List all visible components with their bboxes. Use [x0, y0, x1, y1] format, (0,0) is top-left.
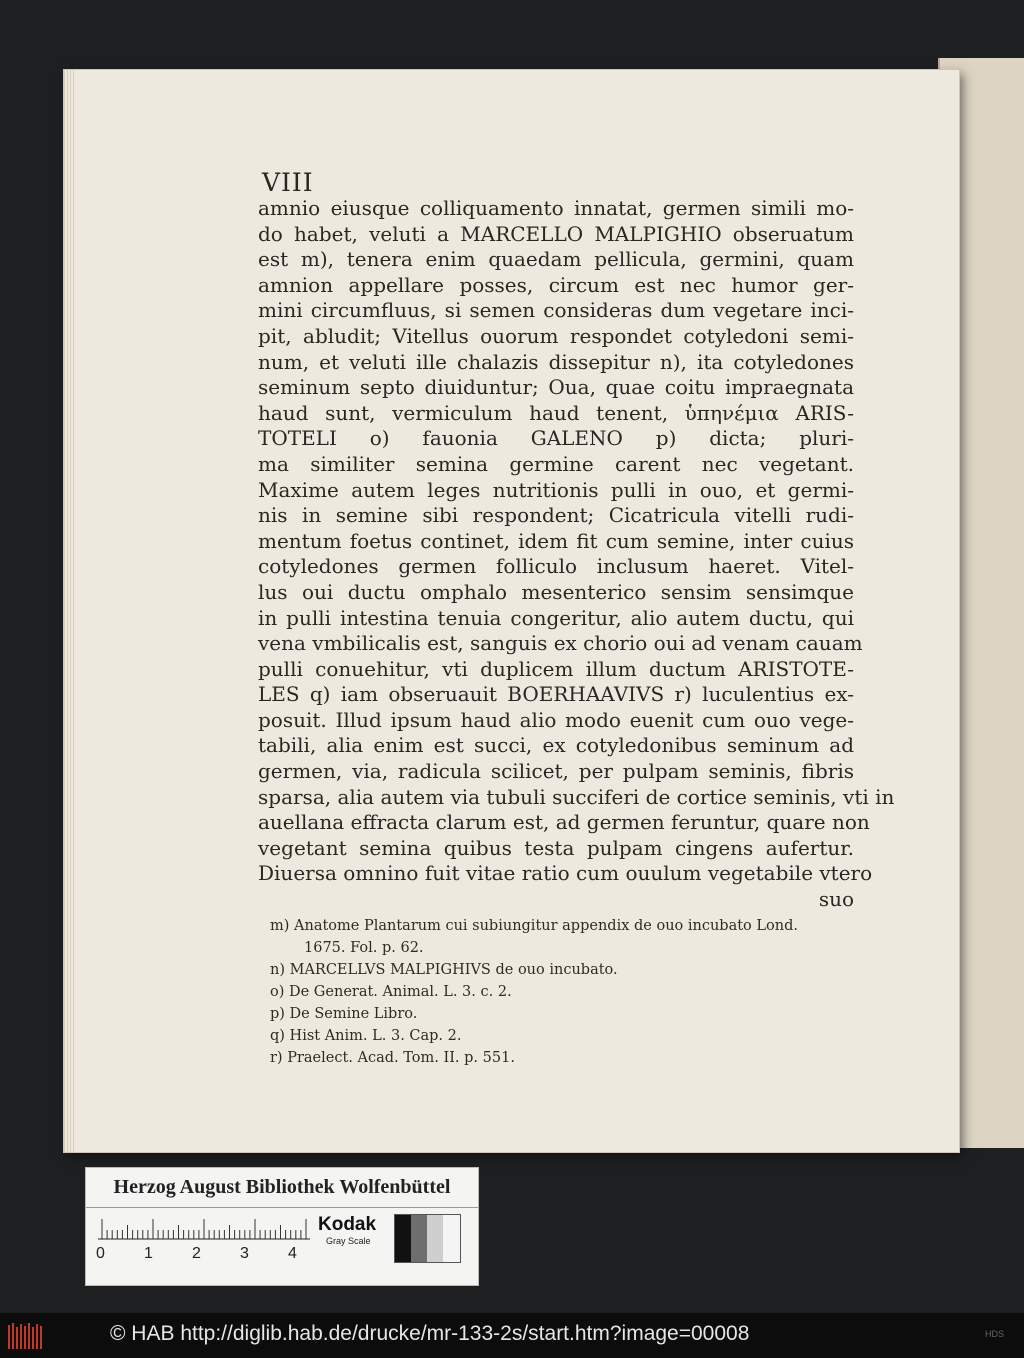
footer-bar [0, 1313, 1024, 1358]
page-number: VIII [262, 168, 314, 197]
text-line: nis in semine sibi respondent; Cicatricula vitelli rudi- [258, 503, 854, 528]
gray-patch [427, 1215, 443, 1262]
text-line: Diuersa omnino fuit vitae ratio cum ouulum vegetabile vtero [258, 861, 873, 886]
page-stack-edge [64, 70, 76, 1152]
text-line: posuit. Illud ipsum haud alio modo euenit cum ouo vege- [258, 707, 854, 732]
text-line: mini circumfluus, si semen consideras dum vegetare inci- [258, 298, 854, 323]
gray-patches [394, 1214, 461, 1263]
text-line: auellana effracta clarum est, ad germen feruntur, quare non [258, 810, 870, 835]
ruler-number: 4 [288, 1245, 297, 1262]
gray-patch [443, 1215, 460, 1262]
card-divider [86, 1207, 478, 1208]
footer-mark: HDS [985, 1329, 1005, 1339]
footnote: p) De Semine Libro. [270, 1006, 418, 1022]
footnote: 1675. Fol. p. 62. [304, 940, 424, 956]
text-line: pit, abludit; Vitellus ouorum respondet cotyledoni semi- [258, 323, 854, 348]
ruler-scale [98, 1218, 310, 1240]
text-line: tabili, alia enim est succi, ex cotyledonibus seminum ad [258, 733, 854, 758]
gray-patch [395, 1215, 411, 1262]
text-line: Maxime autem leges nutritionis pulli in ouo, et germi- [258, 477, 854, 502]
ruler-number: 0 [96, 1245, 105, 1262]
text-line: germen, via, radicula scilicet, per pulpam seminis, fibris [258, 759, 854, 784]
text-line: in pulli intestina tenuia congeritur, alio autem ductu, qui [258, 605, 854, 630]
footnote: r) Praelect. Acad. Tom. II. p. 551. [270, 1050, 515, 1066]
text-line: seminum septo diuiduntur; Oua, quae coitu impraegnata [258, 375, 854, 400]
text-line: pulli conuehitur, vti duplicem illum ductum ARISTOTE- [258, 656, 854, 681]
text-line: mentum foetus continet, idem fit cum semine, inter cuius [258, 528, 854, 553]
text-line: amnion appellare posses, circum est nec humor ger- [258, 272, 854, 297]
text-line: vegetant semina quibus testa pulpam cingens aufertur. [258, 835, 854, 860]
hab-logo-icon [6, 1321, 46, 1351]
ruler-number: 2 [192, 1245, 201, 1262]
text-line: haud sunt, vermiculum haud tenent, ὑπηνέμια ARIS- [258, 400, 854, 425]
footnote: q) Hist Anim. L. 3. Cap. 2. [270, 1028, 462, 1044]
text-line: sparsa, alia autem via tubuli succiferi de cortice seminis, vti in [258, 784, 895, 809]
kodak-logo-text: Kodak [318, 1214, 377, 1235]
gray-scale-label: Gray Scale [326, 1236, 371, 1246]
catchword: suo [818, 887, 854, 912]
footnote: m) Anatome Plantarum cui subiungitur appendix de ouo incubato Lond. [270, 918, 798, 934]
copyright-url: © HAB http://diglib.hab.de/drucke/mr-133-2s/start.htm?image=00008 [110, 1322, 750, 1345]
text-line: cotyledones germen folliculo inclusum haeret. Vitel- [258, 554, 854, 579]
main-text-block [258, 196, 895, 913]
text-line: amnio eiusque colliquamento innatat, germen simili mo- [258, 196, 854, 220]
text-line: est m), tenera enim quaedam pellicula, germini, quam [258, 247, 854, 272]
ruler-numbers [96, 1245, 316, 1265]
color-reference-card [85, 1167, 479, 1286]
text-line: do habet, veluti a MARCELLO MALPIGHIO obseruatum [258, 221, 854, 246]
gray-patch [411, 1215, 427, 1262]
text-line: TOTELI o) fauonia GALENO p) dicta; pluri- [258, 426, 854, 451]
text-line: lus oui ductu omphalo mesenterico sensim sensimque [258, 579, 854, 604]
ruler-number: 3 [240, 1245, 249, 1262]
library-name: Herzog August Bibliothek Wolfenbüttel [113, 1176, 451, 1198]
text-line: vena vmbilicalis est, sanguis ex chorio oui ad venam cauam [258, 631, 863, 656]
text-line: num, et veluti ille chalazis dissepitur n), ita cotyledones [258, 349, 854, 374]
ruler-number: 1 [144, 1245, 153, 1262]
footnotes [270, 915, 860, 1069]
footnote: o) De Generat. Animal. L. 3. c. 2. [270, 984, 512, 1000]
text-line: LES q) iam obseruauit BOERHAAVIVS r) luculentius ex- [258, 682, 854, 707]
text-line: ma similiter semina germine carent nec vegetant. [258, 451, 854, 476]
footnote: n) MARCELLVS MALPIGHIVS de ouo incubato. [270, 962, 618, 978]
